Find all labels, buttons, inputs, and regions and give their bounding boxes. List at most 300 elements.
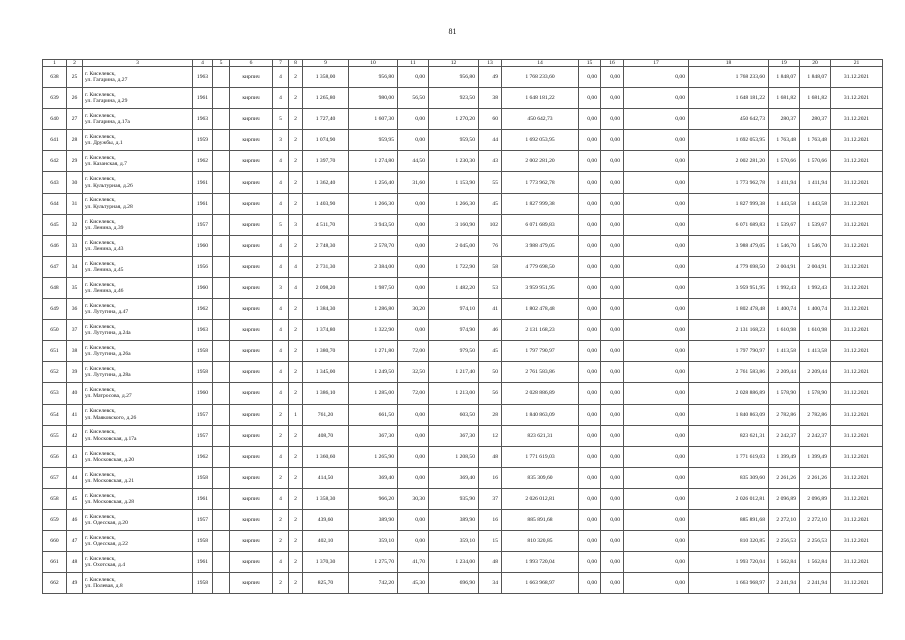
cell-year-built: 1958 bbox=[193, 362, 213, 383]
cell-total-area: 4 511,70 bbox=[303, 214, 349, 235]
cell-total-cost: 1 773 962,78 bbox=[502, 172, 579, 193]
cell-registry-no: 655 bbox=[43, 425, 67, 446]
cell-cost-15: 0,00 bbox=[579, 172, 601, 193]
address-street: ул. Московская, д.28 bbox=[85, 498, 135, 505]
cell-cost-15: 0,00 bbox=[579, 446, 601, 467]
cell-cost-16: 0,00 bbox=[601, 425, 624, 446]
cell-cost-per-sqm: 1 546,70 bbox=[769, 235, 800, 256]
cell-cost-15: 0,00 bbox=[579, 509, 601, 530]
cell-privatized-area: 923,50 bbox=[429, 88, 479, 109]
cell-privatized-area: 974,90 bbox=[429, 320, 479, 341]
cell-cost-16: 0,00 bbox=[601, 320, 624, 341]
cell-residents: 76 bbox=[479, 235, 502, 256]
cell-limit-cost-per-sqm: 1 413,58 bbox=[800, 341, 831, 362]
cell-registry-no: 653 bbox=[43, 383, 67, 404]
cell-floors: 2 bbox=[273, 467, 289, 488]
table-row bbox=[43, 151, 883, 172]
column-number-2: 2 bbox=[67, 60, 83, 67]
cell-cost-15: 0,00 bbox=[579, 425, 601, 446]
cell-col-5 bbox=[213, 362, 230, 383]
column-number-21: 21 bbox=[831, 60, 883, 67]
cell-year-built: 1961 bbox=[193, 193, 213, 214]
cell-address bbox=[83, 404, 193, 425]
cell-limit-cost-per-sqm: 1 546,70 bbox=[800, 235, 831, 256]
cell-total-cost: 835 309,60 bbox=[502, 467, 579, 488]
cell-address bbox=[83, 109, 193, 130]
cell-registry-no: 641 bbox=[43, 130, 67, 151]
cell-cost-per-sqm: 2 004,91 bbox=[769, 256, 800, 277]
cell-cost-16: 0,00 bbox=[601, 109, 624, 130]
cell-registry-no: 643 bbox=[43, 172, 67, 193]
cell-cost-per-sqm: 1 443,58 bbox=[769, 193, 800, 214]
cell-registry-no: 649 bbox=[43, 299, 67, 320]
cell-privatized-area: 959,50 bbox=[429, 130, 479, 151]
cell-cost-18: 3 959 951,95 bbox=[689, 277, 769, 298]
address-city: г. Киселевск, bbox=[85, 197, 116, 204]
cell-limit-cost-per-sqm: 1 681,82 bbox=[800, 88, 831, 109]
cell-cost-16: 0,00 bbox=[601, 531, 624, 552]
cell-col-5 bbox=[213, 109, 230, 130]
address-street: ул. Гагарина, д.27 bbox=[85, 77, 128, 84]
table-row bbox=[43, 277, 883, 298]
cell-cost-per-sqm: 1 610,98 bbox=[769, 320, 800, 341]
cell-planned-date: 31.12.2021 bbox=[831, 256, 883, 277]
cell-address bbox=[83, 88, 193, 109]
cell-living-area: 1 265,90 bbox=[349, 446, 398, 467]
cell-limit-cost-per-sqm: 2 209,44 bbox=[800, 362, 831, 383]
address-street: ул. Полевая, д.8 bbox=[85, 583, 123, 590]
cell-cost-18: 1 648 181,22 bbox=[689, 88, 769, 109]
page-number: 81 bbox=[448, 27, 457, 36]
cell-col-5 bbox=[213, 88, 230, 109]
cell-col-5 bbox=[213, 172, 230, 193]
cell-living-area: 1 275,70 bbox=[349, 552, 398, 573]
cell-nonresidential-area: 30,20 bbox=[398, 299, 429, 320]
cell-wall-material: кирпич bbox=[230, 362, 273, 383]
cell-address bbox=[83, 446, 193, 467]
cell-cost-18: 1 773 962,78 bbox=[689, 172, 769, 193]
cell-limit-cost-per-sqm: 2 782,86 bbox=[800, 404, 831, 425]
cell-cost-17: 0,00 bbox=[624, 404, 689, 425]
column-number-row bbox=[43, 60, 883, 67]
cell-cost-15: 0,00 bbox=[579, 214, 601, 235]
cell-cost-16: 0,00 bbox=[601, 573, 624, 594]
cell-col-5 bbox=[213, 299, 230, 320]
cell-col-5 bbox=[213, 509, 230, 530]
cell-wall-material: кирпич bbox=[230, 214, 273, 235]
cell-floors: 4 bbox=[273, 446, 289, 467]
cell-wall-material: кирпич bbox=[230, 552, 273, 573]
cell-floors: 4 bbox=[273, 488, 289, 509]
cell-wall-material: кирпич bbox=[230, 573, 273, 594]
cell-cost-18: 1 827 999,38 bbox=[689, 193, 769, 214]
cell-floors: 4 bbox=[273, 256, 289, 277]
cell-wall-material: кирпич bbox=[230, 235, 273, 256]
cell-planned-date: 31.12.2021 bbox=[831, 88, 883, 109]
cell-year-built: 1958 bbox=[193, 573, 213, 594]
cell-privatized-area: 1 153,90 bbox=[429, 172, 479, 193]
column-number-15: 15 bbox=[579, 60, 601, 67]
cell-cost-per-sqm: 1 399,49 bbox=[769, 446, 800, 467]
cell-registry-no: 657 bbox=[43, 467, 67, 488]
cell-entrances: 2 bbox=[289, 552, 303, 573]
cell-limit-cost-per-sqm: 1 399,49 bbox=[800, 446, 831, 467]
cell-cost-per-sqm: 1 413,58 bbox=[769, 341, 800, 362]
cell-cost-17: 0,00 bbox=[624, 467, 689, 488]
cell-privatized-area: 359,10 bbox=[429, 531, 479, 552]
cell-cost-17: 0,00 bbox=[624, 193, 689, 214]
cell-entrances: 1 bbox=[289, 404, 303, 425]
cell-cost-15: 0,00 bbox=[579, 256, 601, 277]
cell-address bbox=[83, 130, 193, 151]
cell-planned-date: 31.12.2021 bbox=[831, 573, 883, 594]
cell-cost-15: 0,00 bbox=[579, 341, 601, 362]
cell-residents: 60 bbox=[479, 109, 502, 130]
cell-planned-date: 31.12.2021 bbox=[831, 467, 883, 488]
cell-residents: 50 bbox=[479, 362, 502, 383]
cell-house-no: 39 bbox=[67, 362, 83, 383]
cell-year-built: 1962 bbox=[193, 446, 213, 467]
cell-cost-16: 0,00 bbox=[601, 341, 624, 362]
cell-nonresidential-area: 0,00 bbox=[398, 67, 429, 88]
table-row bbox=[43, 488, 883, 509]
cell-nonresidential-area: 32,50 bbox=[398, 362, 429, 383]
cell-cost-15: 0,00 bbox=[579, 109, 601, 130]
cell-total-area: 2 748,30 bbox=[303, 235, 349, 256]
cell-floors: 4 bbox=[273, 67, 289, 88]
cell-col-5 bbox=[213, 277, 230, 298]
cell-cost-18: 4 779 698,50 bbox=[689, 256, 769, 277]
cell-address bbox=[83, 552, 193, 573]
cell-address bbox=[83, 235, 193, 256]
cell-wall-material: кирпич bbox=[230, 67, 273, 88]
table-row bbox=[43, 531, 883, 552]
cell-cost-16: 0,00 bbox=[601, 299, 624, 320]
cell-registry-no: 639 bbox=[43, 88, 67, 109]
cell-cost-per-sqm: 1 539,67 bbox=[769, 214, 800, 235]
cell-privatized-area: 1 217,40 bbox=[429, 362, 479, 383]
cell-nonresidential-area: 0,00 bbox=[398, 509, 429, 530]
cell-floors: 5 bbox=[273, 109, 289, 130]
cell-nonresidential-area: 45,30 bbox=[398, 573, 429, 594]
address-street: ул. Гагарина, д.17а bbox=[85, 119, 130, 126]
cell-cost-17: 0,00 bbox=[624, 109, 689, 130]
cell-house-no: 36 bbox=[67, 299, 83, 320]
cell-entrances: 2 bbox=[289, 488, 303, 509]
cell-house-no: 42 bbox=[67, 425, 83, 446]
cell-cost-16: 0,00 bbox=[601, 151, 624, 172]
column-number-6: 6 bbox=[230, 60, 273, 67]
column-number-7: 7 bbox=[273, 60, 289, 67]
cell-house-no: 45 bbox=[67, 488, 83, 509]
cell-total-area: 402,10 bbox=[303, 531, 349, 552]
cell-floors: 4 bbox=[273, 383, 289, 404]
cell-entrances: 2 bbox=[289, 467, 303, 488]
address-city: г. Киселевск, bbox=[85, 260, 116, 267]
cell-cost-per-sqm: 1 681,82 bbox=[769, 88, 800, 109]
cell-cost-15: 0,00 bbox=[579, 362, 601, 383]
cell-entrances: 2 bbox=[289, 67, 303, 88]
cell-address bbox=[83, 573, 193, 594]
cell-address bbox=[83, 531, 193, 552]
cell-house-no: 26 bbox=[67, 88, 83, 109]
cell-wall-material: кирпич bbox=[230, 151, 273, 172]
cell-registry-no: 647 bbox=[43, 256, 67, 277]
cell-house-no: 47 bbox=[67, 531, 83, 552]
cell-wall-material: кирпич bbox=[230, 299, 273, 320]
cell-cost-15: 0,00 bbox=[579, 151, 601, 172]
address-city: г. Киселевск, bbox=[85, 218, 116, 225]
cell-cost-16: 0,00 bbox=[601, 362, 624, 383]
address-street: ул. Маяковского, д.26 bbox=[85, 414, 137, 421]
cell-living-area: 742,20 bbox=[349, 573, 398, 594]
cell-privatized-area: 974,10 bbox=[429, 299, 479, 320]
cell-residents: 16 bbox=[479, 467, 502, 488]
cell-registry-no: 661 bbox=[43, 552, 67, 573]
cell-registry-no: 658 bbox=[43, 488, 67, 509]
address-street: ул. Дружбы, д.1 bbox=[85, 140, 123, 147]
column-number-13: 13 bbox=[479, 60, 502, 67]
cell-floors: 4 bbox=[273, 88, 289, 109]
cell-cost-16: 0,00 bbox=[601, 552, 624, 573]
cell-cost-17: 0,00 bbox=[624, 425, 689, 446]
cell-limit-cost-per-sqm: 2 272,10 bbox=[800, 509, 831, 530]
cell-total-area: 2 098,20 bbox=[303, 277, 349, 298]
cell-house-no: 48 bbox=[67, 552, 83, 573]
cell-cost-17: 0,00 bbox=[624, 320, 689, 341]
cell-registry-no: 654 bbox=[43, 404, 67, 425]
table-row bbox=[43, 130, 883, 151]
cell-registry-no: 640 bbox=[43, 109, 67, 130]
address-city: г. Киселевск, bbox=[85, 577, 116, 584]
address-street: ул. Лутугина, д.24а bbox=[85, 330, 131, 337]
cell-cost-per-sqm: 2 782,86 bbox=[769, 404, 800, 425]
cell-cost-16: 0,00 bbox=[601, 130, 624, 151]
cell-privatized-area: 367,30 bbox=[429, 425, 479, 446]
cell-address bbox=[83, 214, 193, 235]
cell-cost-18: 2 761 583,86 bbox=[689, 362, 769, 383]
cell-residents: 45 bbox=[479, 193, 502, 214]
table-row bbox=[43, 299, 883, 320]
cell-limit-cost-per-sqm: 1 578,90 bbox=[800, 383, 831, 404]
cell-cost-18: 6 071 689,83 bbox=[689, 214, 769, 235]
cell-cost-16: 0,00 bbox=[601, 235, 624, 256]
cell-planned-date: 31.12.2021 bbox=[831, 151, 883, 172]
cell-total-area: 414,50 bbox=[303, 467, 349, 488]
cell-total-cost: 1 993 720,04 bbox=[502, 552, 579, 573]
cell-residents: 44 bbox=[479, 130, 502, 151]
cell-total-area: 1 358,30 bbox=[303, 488, 349, 509]
cell-privatized-area: 389,90 bbox=[429, 509, 479, 530]
cell-living-area: 3 943,50 bbox=[349, 214, 398, 235]
cell-floors: 4 bbox=[273, 552, 289, 573]
cell-cost-18: 2 131 168,23 bbox=[689, 320, 769, 341]
cell-address bbox=[83, 256, 193, 277]
cell-total-area: 1 403,90 bbox=[303, 193, 349, 214]
address-city: г. Киселевск, bbox=[85, 239, 116, 246]
cell-total-cost: 1 771 619,03 bbox=[502, 446, 579, 467]
cell-cost-18: 835 309,60 bbox=[689, 467, 769, 488]
cell-floors: 3 bbox=[273, 130, 289, 151]
cell-nonresidential-area: 0,00 bbox=[398, 320, 429, 341]
address-city: г. Киселевск, bbox=[85, 91, 116, 98]
cell-total-area: 2 731,30 bbox=[303, 256, 349, 277]
cell-floors: 2 bbox=[273, 573, 289, 594]
address-street: ул. Московская, д.21 bbox=[85, 477, 135, 484]
cell-privatized-area: 3 160,90 bbox=[429, 214, 479, 235]
address-city: г. Киселевск, bbox=[85, 155, 116, 162]
cell-living-area: 956,80 bbox=[349, 67, 398, 88]
cell-entrances: 2 bbox=[289, 531, 303, 552]
cell-planned-date: 31.12.2021 bbox=[831, 130, 883, 151]
cell-planned-date: 31.12.2021 bbox=[831, 235, 883, 256]
cell-year-built: 1962 bbox=[193, 299, 213, 320]
cell-limit-cost-per-sqm: 1 848,07 bbox=[800, 67, 831, 88]
cell-planned-date: 31.12.2021 bbox=[831, 383, 883, 404]
cell-house-no: 33 bbox=[67, 235, 83, 256]
cell-planned-date: 31.12.2021 bbox=[831, 488, 883, 509]
cell-privatized-area: 696,90 bbox=[429, 573, 479, 594]
cell-living-area: 367,30 bbox=[349, 425, 398, 446]
cell-living-area: 2 384,00 bbox=[349, 256, 398, 277]
address-city: г. Киселевск, bbox=[85, 429, 116, 436]
address-street: ул. Культурная, д.28 bbox=[85, 203, 133, 210]
cell-total-cost: 2 002 281,20 bbox=[502, 151, 579, 172]
column-number-12: 12 bbox=[429, 60, 479, 67]
address-street: ул. Казанская, д.7 bbox=[85, 161, 127, 168]
cell-cost-18: 3 988 479,05 bbox=[689, 235, 769, 256]
cell-residents: 37 bbox=[479, 488, 502, 509]
cell-address bbox=[83, 67, 193, 88]
cell-cost-15: 0,00 bbox=[579, 277, 601, 298]
cell-planned-date: 31.12.2021 bbox=[831, 214, 883, 235]
cell-house-no: 44 bbox=[67, 467, 83, 488]
cell-year-built: 1958 bbox=[193, 341, 213, 362]
cell-cost-15: 0,00 bbox=[579, 383, 601, 404]
cell-limit-cost-per-sqm: 280,37 bbox=[800, 109, 831, 130]
cell-floors: 4 bbox=[273, 151, 289, 172]
cell-limit-cost-per-sqm: 2 256,53 bbox=[800, 531, 831, 552]
cell-registry-no: 648 bbox=[43, 277, 67, 298]
cell-total-area: 1 265,80 bbox=[303, 88, 349, 109]
cell-house-no: 32 bbox=[67, 214, 83, 235]
cell-cost-18: 1 840 863,09 bbox=[689, 404, 769, 425]
cell-planned-date: 31.12.2021 bbox=[831, 404, 883, 425]
cell-cost-17: 0,00 bbox=[624, 256, 689, 277]
cell-limit-cost-per-sqm: 2 096,89 bbox=[800, 488, 831, 509]
cell-house-no: 37 bbox=[67, 320, 83, 341]
cell-cost-per-sqm: 2 242,37 bbox=[769, 425, 800, 446]
cell-cost-17: 0,00 bbox=[624, 509, 689, 530]
cell-residents: 49 bbox=[479, 67, 502, 88]
cell-year-built: 1957 bbox=[193, 509, 213, 530]
cell-registry-no: 656 bbox=[43, 446, 67, 467]
address-city: г. Киселевск, bbox=[85, 534, 116, 541]
table-row bbox=[43, 88, 883, 109]
cell-cost-per-sqm: 2 241,94 bbox=[769, 573, 800, 594]
cell-nonresidential-area: 31,60 bbox=[398, 172, 429, 193]
cell-floors: 4 bbox=[273, 299, 289, 320]
cell-registry-no: 660 bbox=[43, 531, 67, 552]
cell-year-built: 1963 bbox=[193, 109, 213, 130]
cell-floors: 4 bbox=[273, 362, 289, 383]
cell-total-area: 825,70 bbox=[303, 573, 349, 594]
cell-privatized-area: 1 230,30 bbox=[429, 151, 479, 172]
column-number-20: 20 bbox=[800, 60, 831, 67]
cell-cost-15: 0,00 bbox=[579, 235, 601, 256]
cell-floors: 2 bbox=[273, 509, 289, 530]
cell-year-built: 1963 bbox=[193, 320, 213, 341]
cell-living-area: 2 578,70 bbox=[349, 235, 398, 256]
cell-wall-material: кирпич bbox=[230, 172, 273, 193]
column-number-11: 11 bbox=[398, 60, 429, 67]
cell-year-built: 1963 bbox=[193, 67, 213, 88]
cell-cost-per-sqm: 1 992,43 bbox=[769, 277, 800, 298]
cell-address bbox=[83, 277, 193, 298]
cell-cost-17: 0,00 bbox=[624, 383, 689, 404]
address-city: г. Киселевск, bbox=[85, 134, 116, 141]
cell-floors: 4 bbox=[273, 193, 289, 214]
address-city: г. Киселевск, bbox=[85, 323, 116, 330]
cell-entrances: 2 bbox=[289, 446, 303, 467]
cell-cost-per-sqm: 2 261,26 bbox=[769, 467, 800, 488]
cell-cost-16: 0,00 bbox=[601, 383, 624, 404]
cell-total-area: 1 397,70 bbox=[303, 151, 349, 172]
cell-residents: 34 bbox=[479, 573, 502, 594]
column-number-3: 3 bbox=[83, 60, 193, 67]
table-row bbox=[43, 214, 883, 235]
cell-living-area: 1 249,50 bbox=[349, 362, 398, 383]
cell-living-area: 1 322,90 bbox=[349, 320, 398, 341]
cell-cost-17: 0,00 bbox=[624, 277, 689, 298]
cell-cost-16: 0,00 bbox=[601, 277, 624, 298]
cell-total-cost: 1 802 478,48 bbox=[502, 299, 579, 320]
cell-registry-no: 645 bbox=[43, 214, 67, 235]
cell-planned-date: 31.12.2021 bbox=[831, 67, 883, 88]
cell-cost-per-sqm: 280,37 bbox=[769, 109, 800, 130]
cell-entrances: 2 bbox=[289, 341, 303, 362]
address-street: ул. Ленина, д.45 bbox=[85, 266, 124, 273]
column-number-16: 16 bbox=[601, 60, 624, 67]
cell-living-area: 966,20 bbox=[349, 488, 398, 509]
cell-residents: 12 bbox=[479, 425, 502, 446]
cell-living-area: 980,00 bbox=[349, 88, 398, 109]
cell-residents: 55 bbox=[479, 172, 502, 193]
cell-cost-16: 0,00 bbox=[601, 404, 624, 425]
cell-wall-material: кирпич bbox=[230, 88, 273, 109]
column-number-18: 18 bbox=[689, 60, 769, 67]
cell-address bbox=[83, 320, 193, 341]
table-row bbox=[43, 404, 883, 425]
cell-house-no: 43 bbox=[67, 446, 83, 467]
cell-year-built: 1959 bbox=[193, 130, 213, 151]
cell-address bbox=[83, 299, 193, 320]
cell-cost-per-sqm: 1 562,84 bbox=[769, 552, 800, 573]
cell-floors: 4 bbox=[273, 341, 289, 362]
cell-entrances: 2 bbox=[289, 109, 303, 130]
cell-floors: 5 bbox=[273, 214, 289, 235]
cell-col-5 bbox=[213, 446, 230, 467]
cell-wall-material: кирпич bbox=[230, 446, 273, 467]
cell-year-built: 1961 bbox=[193, 172, 213, 193]
address-street: ул. Ленина, д.43 bbox=[85, 245, 124, 252]
cell-cost-15: 0,00 bbox=[579, 130, 601, 151]
cell-cost-15: 0,00 bbox=[579, 193, 601, 214]
cell-nonresidential-area: 41,70 bbox=[398, 552, 429, 573]
cell-total-area: 1 358,00 bbox=[303, 67, 349, 88]
cell-entrances: 2 bbox=[289, 573, 303, 594]
cell-registry-no: 646 bbox=[43, 235, 67, 256]
